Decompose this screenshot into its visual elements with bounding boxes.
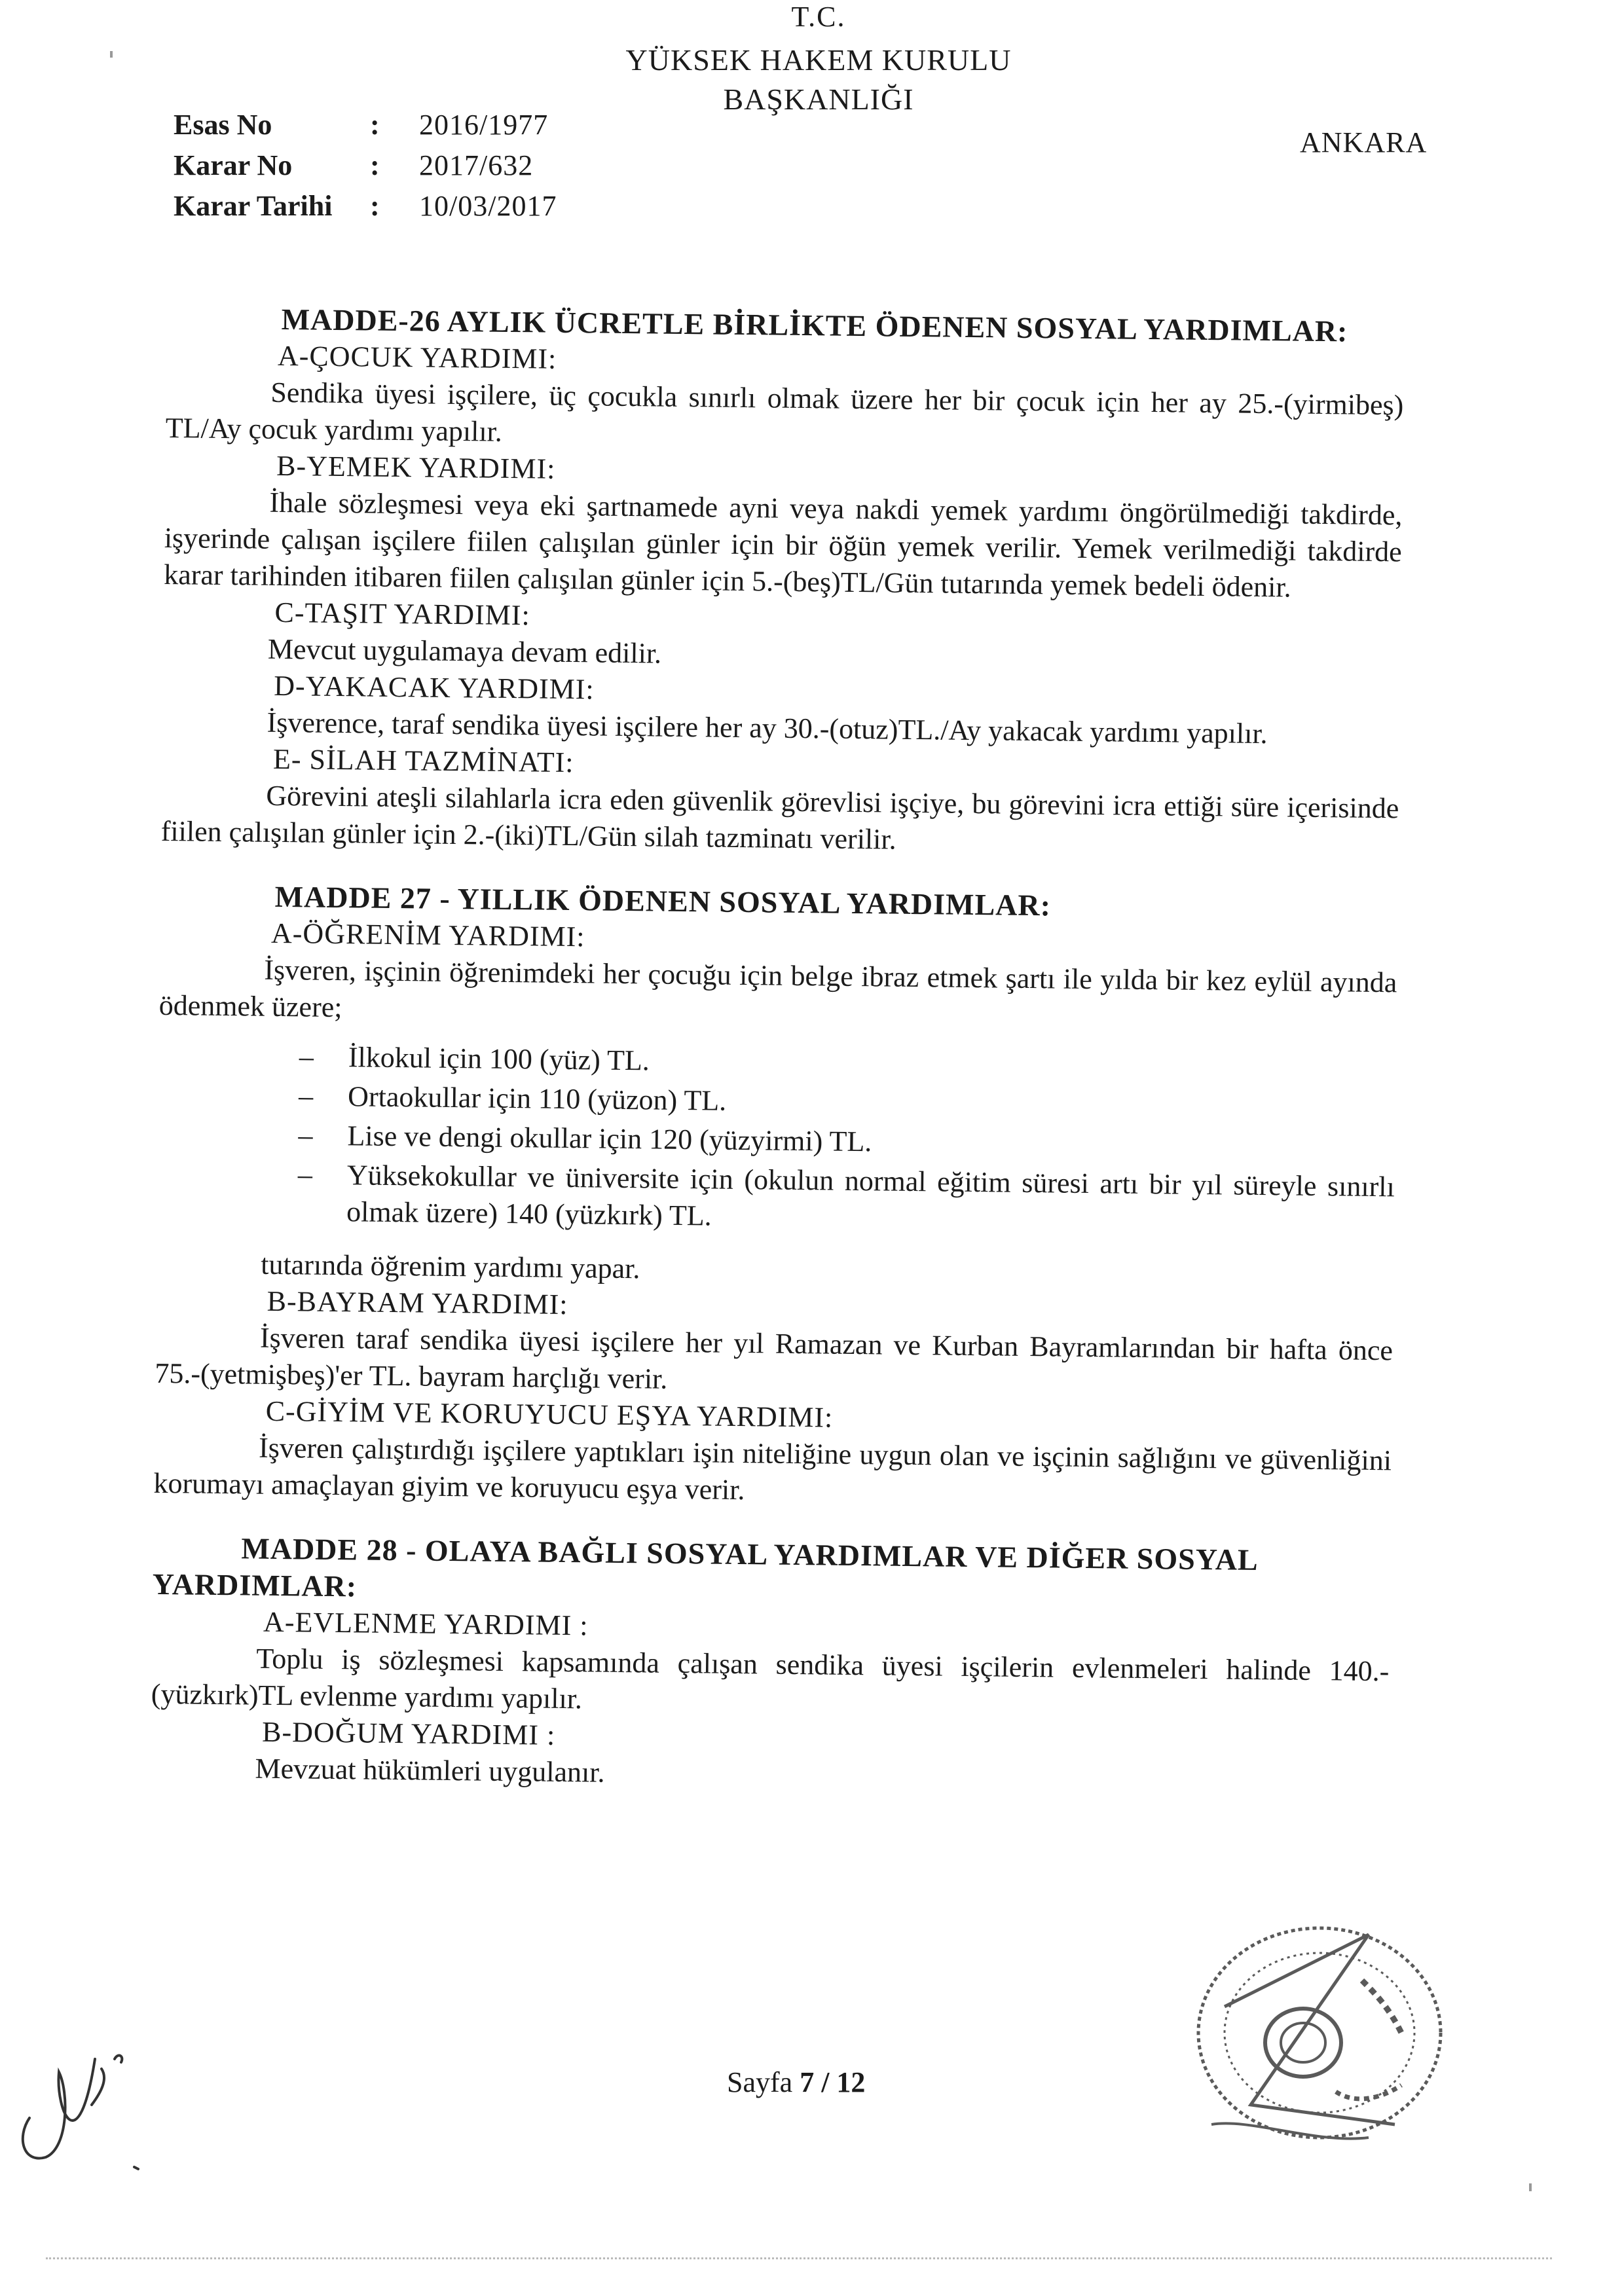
page-number: [727, 2066, 865, 2099]
handwritten-initial: [10, 2033, 141, 2177]
section-title: A-EVLENME YARDIMI :: [263, 1605, 589, 1642]
section-title: A-ÇOCUK YARDIMI:: [277, 339, 557, 375]
meta-row-tarih: [174, 186, 557, 227]
section-title: B-BAYRAM YARDIMI:: [267, 1285, 568, 1321]
section-text: tutarında öğrenim yardımı yapar.: [261, 1248, 640, 1285]
institution-name: [589, 41, 1048, 119]
section-text: İhale sözleşmesi veya eki şartnamede ayni veya nakdi yemek yardımı öngörülmediği takdirde, işyerinde çalışan işçilere fiilen çalışılan günler için bir öğün yemek verilir. Yemek verilmediği takdirde karar tarihinden itibaren fiilen çalışılan günler için 5.-(beş)TL/Gün tutarında yemek bedeli ödenir.: [163, 486, 1403, 604]
page-current: 7: [800, 2066, 815, 2098]
scan-mark: [110, 51, 113, 58]
meta-colon: :: [370, 149, 380, 181]
meta-row-karar: [174, 145, 557, 186]
section-text: Mevcut uygulamaya devam edilir.: [267, 632, 662, 670]
article-26-title: MADDE-26 AYLIK ÜCRETLE BİRLİKTE ÖDENEN SOSYAL YARDIMLAR:: [281, 302, 1348, 348]
section-text: İşverence, taraf sendika üyesi işçilere her ay 30.-(otuz)TL./Ay yakacak yardımı yapılır.: [267, 706, 1268, 750]
meta-row-esas: [174, 105, 557, 145]
section-title: A-ÖĞRENİM YARDIMI:: [270, 917, 585, 953]
article-28-title: MADDE 28 - OLAYA BAĞLI SOSYAL YARDIMLAR VE DİĞER SOSYAL YARDIMLAR:: [152, 1531, 1257, 1603]
article-27-title: MADDE 27 - YILLIK ÖDENEN SOSYAL YARDIMLAR:: [274, 879, 1052, 922]
case-metadata: [174, 105, 557, 227]
section-title: B-DOĞUM YARDIMI :: [261, 1715, 556, 1751]
section-text: İşveren taraf sendika üyesi işçilere her yıl Ramazan ve Kurban Bayramlarından bir hafta önce 75.-(yetmişbeş)'er TL. bayram harçlığı verir.: [155, 1321, 1393, 1395]
page-prefix: Sayfa: [727, 2066, 793, 2098]
meta-colon: :: [370, 190, 380, 222]
meta-value: 2017/632: [419, 149, 534, 181]
scan-mark: [1529, 2183, 1532, 2191]
section-text: Görevini ateşli silahlarla icra eden güvenlik görevlisi işçiye, bu görevini icra ettiği süre içerisinde fiilen çalışılan günler için 2.-(iki)TL/Gün silah tazminatı verilir.: [160, 779, 1399, 856]
institution-line-2: BAŞKANLIĞI: [723, 82, 914, 116]
section-text: Mevzuat hükümleri uygulanır.: [255, 1752, 605, 1789]
section-text: Sendika üyesi işçilere, üç çocukla sınırlı olmak üzere her bir çocuk için her ay 25.-(yirmibeş) TL/Ay çocuk yardımı yapılır.: [165, 376, 1404, 448]
tuition-list: [157, 1037, 1396, 1242]
section-title: C-TAŞIT YARDIMI:: [274, 596, 531, 632]
section-text: Toplu iş sözleşmesi kapsamında çalışan sendika üyesi işçilerin evlenmeleri halinde 140.-(yüzkırk)TL evlenme yardımı yapılır.: [151, 1642, 1390, 1715]
meta-value: 2016/1977: [419, 109, 549, 141]
list-item: – Yüksekokullar ve üniversite için (okulun normal eğitim süresi artı bir yıl süreyle sınırlı olmak üzere) 140 (yüzkırk) TL.: [157, 1155, 1395, 1242]
section-title: C-GİYİM VE KORUYUCU EŞYA YARDIMI:: [265, 1394, 834, 1434]
meta-value: 10/03/2017: [419, 190, 557, 222]
list-item: – Ortaokullar için 110 (yüzon) TL.: [158, 1076, 1396, 1127]
official-stamp: [1172, 1908, 1460, 2157]
page-total: 12: [836, 2066, 866, 2098]
list-item: – İlkokul için 100 (yüz) TL.: [158, 1037, 1397, 1087]
section-text: İşveren çalıştırdığı işçilere yaptıkları işin niteliğine uygun olan ve işçinin sağlığını ve güvenliğini korumayı amaçlayan giyim ve koruyucu eşya verir.: [153, 1431, 1392, 1506]
city-label: ANKARA: [1300, 126, 1428, 158]
institution-line-1: YÜKSEK HAKEM KURULU: [625, 43, 1012, 77]
section-title: E- SİLAH TAZMİNATI:: [272, 742, 574, 779]
page-separator: /: [821, 2066, 830, 2098]
meta-label: Karar No: [174, 149, 293, 181]
list-item: – Lise ve dengi okullar için 120 (yüzyirmi) TL.: [157, 1116, 1395, 1166]
section-text: İşveren, işçinin öğrenimdeki her çocuğu için belge ibraz etmek şartı ile yılda bir kez eylül ayında ödenmek üzere;: [158, 953, 1397, 1024]
section-title: B-YEMEK YARDIMI:: [276, 449, 556, 485]
section-title: D-YAKACAK YARDIMI:: [274, 669, 595, 706]
meta-label: Karar Tarihi: [174, 190, 333, 222]
tc-heading: T.C.: [791, 1, 846, 33]
meta-colon: :: [370, 109, 380, 141]
meta-label: Esas No: [174, 109, 272, 141]
document-body: [150, 300, 1405, 1800]
scan-edge-line: [46, 2257, 1552, 2259]
